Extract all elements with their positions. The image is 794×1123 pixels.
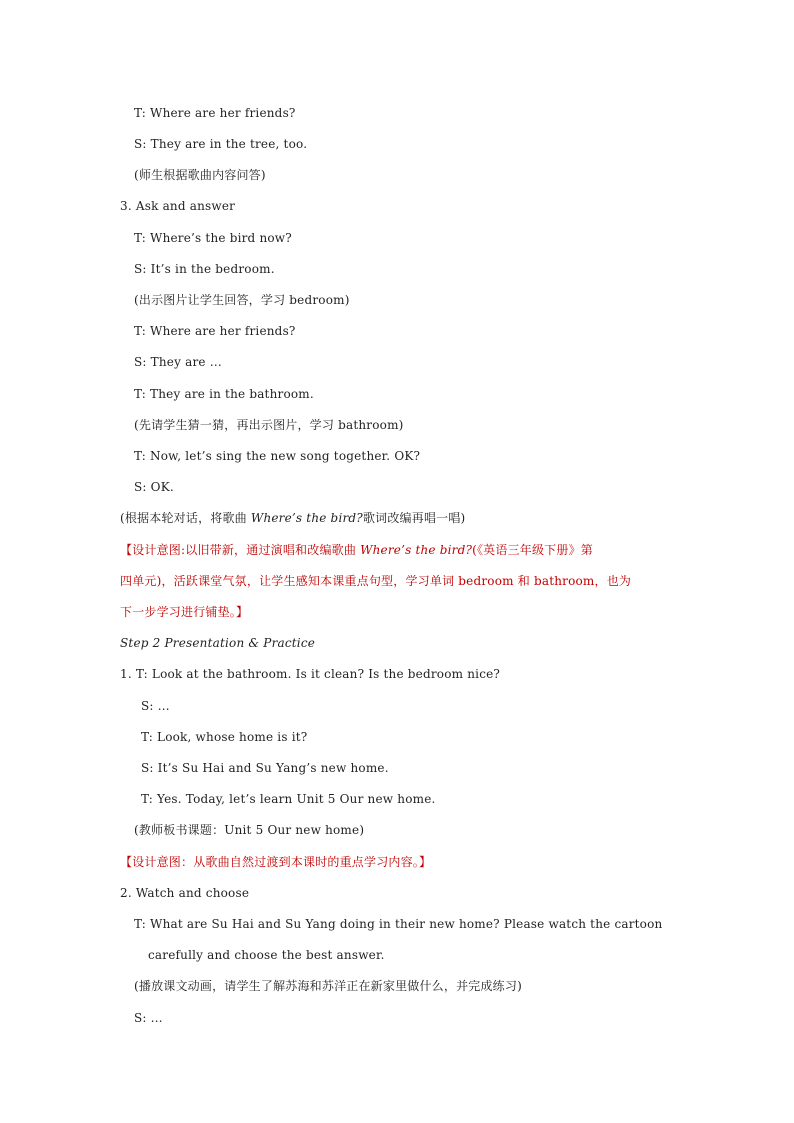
dialogue-line: T: Yes. Today, let’s learn Unit 5 Our new home. [141, 792, 436, 806]
section-heading: 1. T: Look at the bathroom. Is it clean? Is the bedroom nice? [120, 667, 501, 681]
dialogue-line: S: … [134, 1011, 163, 1025]
instruction-note [120, 509, 465, 527]
dialogue-line: T: Where are her friends? [134, 106, 296, 120]
design-intent [120, 541, 593, 559]
dialogue-line: T: Where’s the bird now? [134, 231, 292, 245]
design-intent-text: 【设计意图:以旧带新，通过演唱和改编歌曲 [120, 543, 361, 557]
dialogue-line: S: It’s in the bedroom. [134, 262, 275, 276]
instruction-note: (播放课文动画，请学生了解苏海和苏洋正在新家里做什么，并完成练习) [134, 979, 522, 993]
dialogue-line: T: They are in the bathroom. [134, 387, 314, 401]
dialogue-line: T: Now, let’s sing the new song together. OK? [134, 449, 421, 463]
instruction-note: (先请学生猜一猜，再出示图片，学习 bathroom) [134, 418, 404, 432]
design-intent-text: (《英语三年级下册》第 [472, 543, 593, 557]
section-heading: 3. Ask and answer [120, 199, 236, 213]
instruction-note: (出示图片让学生回答，学习 bedroom) [134, 293, 350, 307]
design-intent-text: 下一步学习进行铺垫。】 [120, 605, 249, 619]
song-title: Where’s the bird? [360, 543, 473, 557]
dialogue-line: T: Look, whose home is it? [141, 730, 308, 744]
dialogue-line: S: They are in the tree, too. [134, 137, 308, 151]
dialogue-line: T: What are Su Hai and Su Yang doing in their new home? Please watch the cartoon [134, 917, 663, 931]
note-text: (根据本轮对话，将歌曲 [120, 511, 251, 525]
dialogue-line: S: It’s Su Hai and Su Yang’s new home. [141, 761, 389, 775]
note-text: 歌词改编再唱一唱) [362, 511, 466, 525]
instruction-note: (师生根据歌曲内容问答) [134, 168, 266, 182]
design-intent: 【设计意图：从歌曲自然过渡到本课时的重点学习内容。】 [120, 855, 432, 869]
section-heading: 2. Watch and choose [120, 886, 250, 900]
design-intent-text: 四单元)，活跃课堂气氛，让学生感知本课重点句型，学习单词 bedroom 和 bathroom，也为 [120, 574, 632, 588]
dialogue-line: S: … [141, 699, 170, 713]
dialogue-line: S: They are … [134, 355, 222, 369]
dialogue-line: T: Where are her friends? [134, 324, 296, 338]
instruction-note: (教师板书课题：Unit 5 Our new home) [134, 823, 365, 837]
dialogue-line: S: OK. [134, 480, 174, 494]
dialogue-line: carefully and choose the best answer. [148, 948, 385, 962]
song-title: Where’s the bird? [250, 511, 363, 525]
step-heading: Step 2 Presentation & Practice [120, 636, 316, 650]
